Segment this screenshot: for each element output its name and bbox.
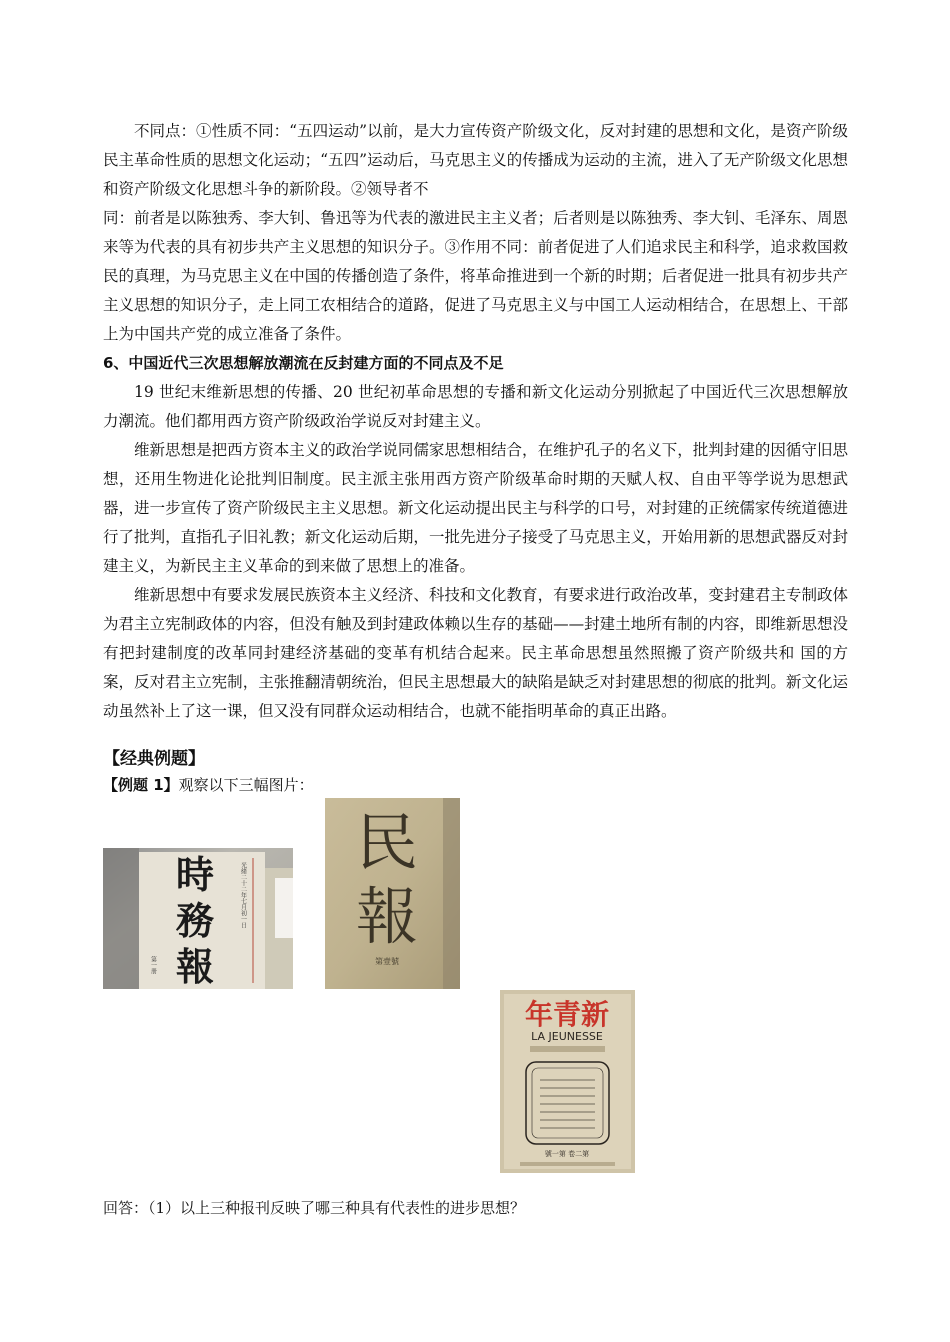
paragraph-reform-thought: 维新思想是把西方资本主义的政治学说同儒家思想相结合，在维护孔子的名义下，批判封建的因循守旧思想，还用生物进化论批判旧制度。民主派主张用西方资产阶级革命时期的天赋人权、自由平等学说为思想武器，进一步宣传了资产阶级民主主义思想。新文化运动提出民主与科学的口号，对封建的正统儒家传统道德进行了批判，直指孔子旧礼教；新文化运动后期，一批先进分子接受了马克思主义，开始用新的思想武器反对封建主义，为新民主主义革命的到来做了思想上的准备。 bbox=[103, 441, 848, 575]
section-title: 【经典例题】 bbox=[103, 749, 205, 769]
body-text-top bbox=[103, 117, 848, 726]
shiwubao-volume: 第一册 bbox=[149, 956, 157, 974]
shiwubao-char-1: 時 bbox=[175, 852, 215, 897]
shiwubao-side-text: 光緒二十二年七月初一日 bbox=[239, 862, 247, 928]
photo-shiwubao bbox=[103, 848, 293, 989]
paragraph-differences-2: 同：前者是以陈独秀、李大钊、鲁迅等为代表的激进民主主义者；后者则是以陈独秀、李大钊、毛泽东、周恩来等为代表的具有初步共产主义思想的知识分子。③作用不同：前者促进了人们追求民主和科学，追求救国救民的真理，为马克思主义在中国的传播创造了条件，将革命推进到一个新的时期；后者促进一批具有初步共产主义思想的知识分子，走上同工农相结合的道路，促进了马克思主义与中国工人运动相结合，在思想上、干部上为中国共产党的成立准备了条件。 bbox=[103, 209, 848, 343]
xqn-subtitle: LA JEUNESSE bbox=[531, 1030, 603, 1043]
heading-6: 6、中国近代三次思想解放潮流在反封建方面的不同点及不足 bbox=[103, 354, 504, 372]
answer-question-1: 回答：（1）以上三种报刊反映了哪三种具有代表性的进步思想？ bbox=[103, 1199, 526, 1217]
paragraph-differences-1: 不同点：①性质不同：“五四运动”以前，是大力宣传资产阶级文化，反对封建的思想和文化，是资产阶级民主革命性质的思想文化运动；“五四”运动后，马克思主义的传播成为运动的主流，进入了无产阶级文化思想和资产阶级文化思想斗争的新阶段。②领导者不 bbox=[103, 122, 848, 198]
photo-minbao bbox=[325, 798, 460, 989]
paragraph-shortcomings: 维新思想中有要求发展民族资本主义经济、科技和文化教育，有要求进行政治改革，变封建君主专制政体为君主立宪制政体的内容，但没有触及到封建政体赖以生存的基础——封建土地所有制的内容，即维新思想没有把封建制度的改革同封建经济基础的变革有机结合起来。民主革命思想虽然照搬了资产阶级共和 国的方案，反对君主立宪制，主张推翻清朝统治，但民主思想最大的缺陷是缺乏对封建思想的彻底的批判。新文化运动虽然补上了这一课，但又没有同群众运动相结合，也就不能指明革命的真正出路。 bbox=[103, 586, 848, 720]
paragraph-three-trends: 19 世纪末维新思想的传播、20 世纪初革命思想的专播和新文化运动分别掀起了中国近代三次思想解放力潮流。他们都用西方资产阶级政治学说反对封建主义。 bbox=[103, 383, 848, 430]
shiwubao-char-2: 務 bbox=[175, 898, 215, 943]
photo-xinqingnian bbox=[500, 990, 635, 1173]
minbao-char-2: 報 bbox=[355, 880, 419, 953]
xqn-volume: 號一第 卷二第 bbox=[544, 1150, 590, 1158]
minbao-char-1: 民 bbox=[355, 806, 419, 879]
example-label: 【例题 1】 bbox=[103, 776, 179, 794]
example-prompt: 观察以下三幅图片： bbox=[178, 776, 314, 794]
shiwubao-char-3: 報 bbox=[175, 944, 215, 989]
minbao-volume: 第壹號 bbox=[375, 957, 399, 966]
xqn-title: 年青新 bbox=[524, 998, 610, 1031]
example-1-line bbox=[103, 774, 314, 795]
